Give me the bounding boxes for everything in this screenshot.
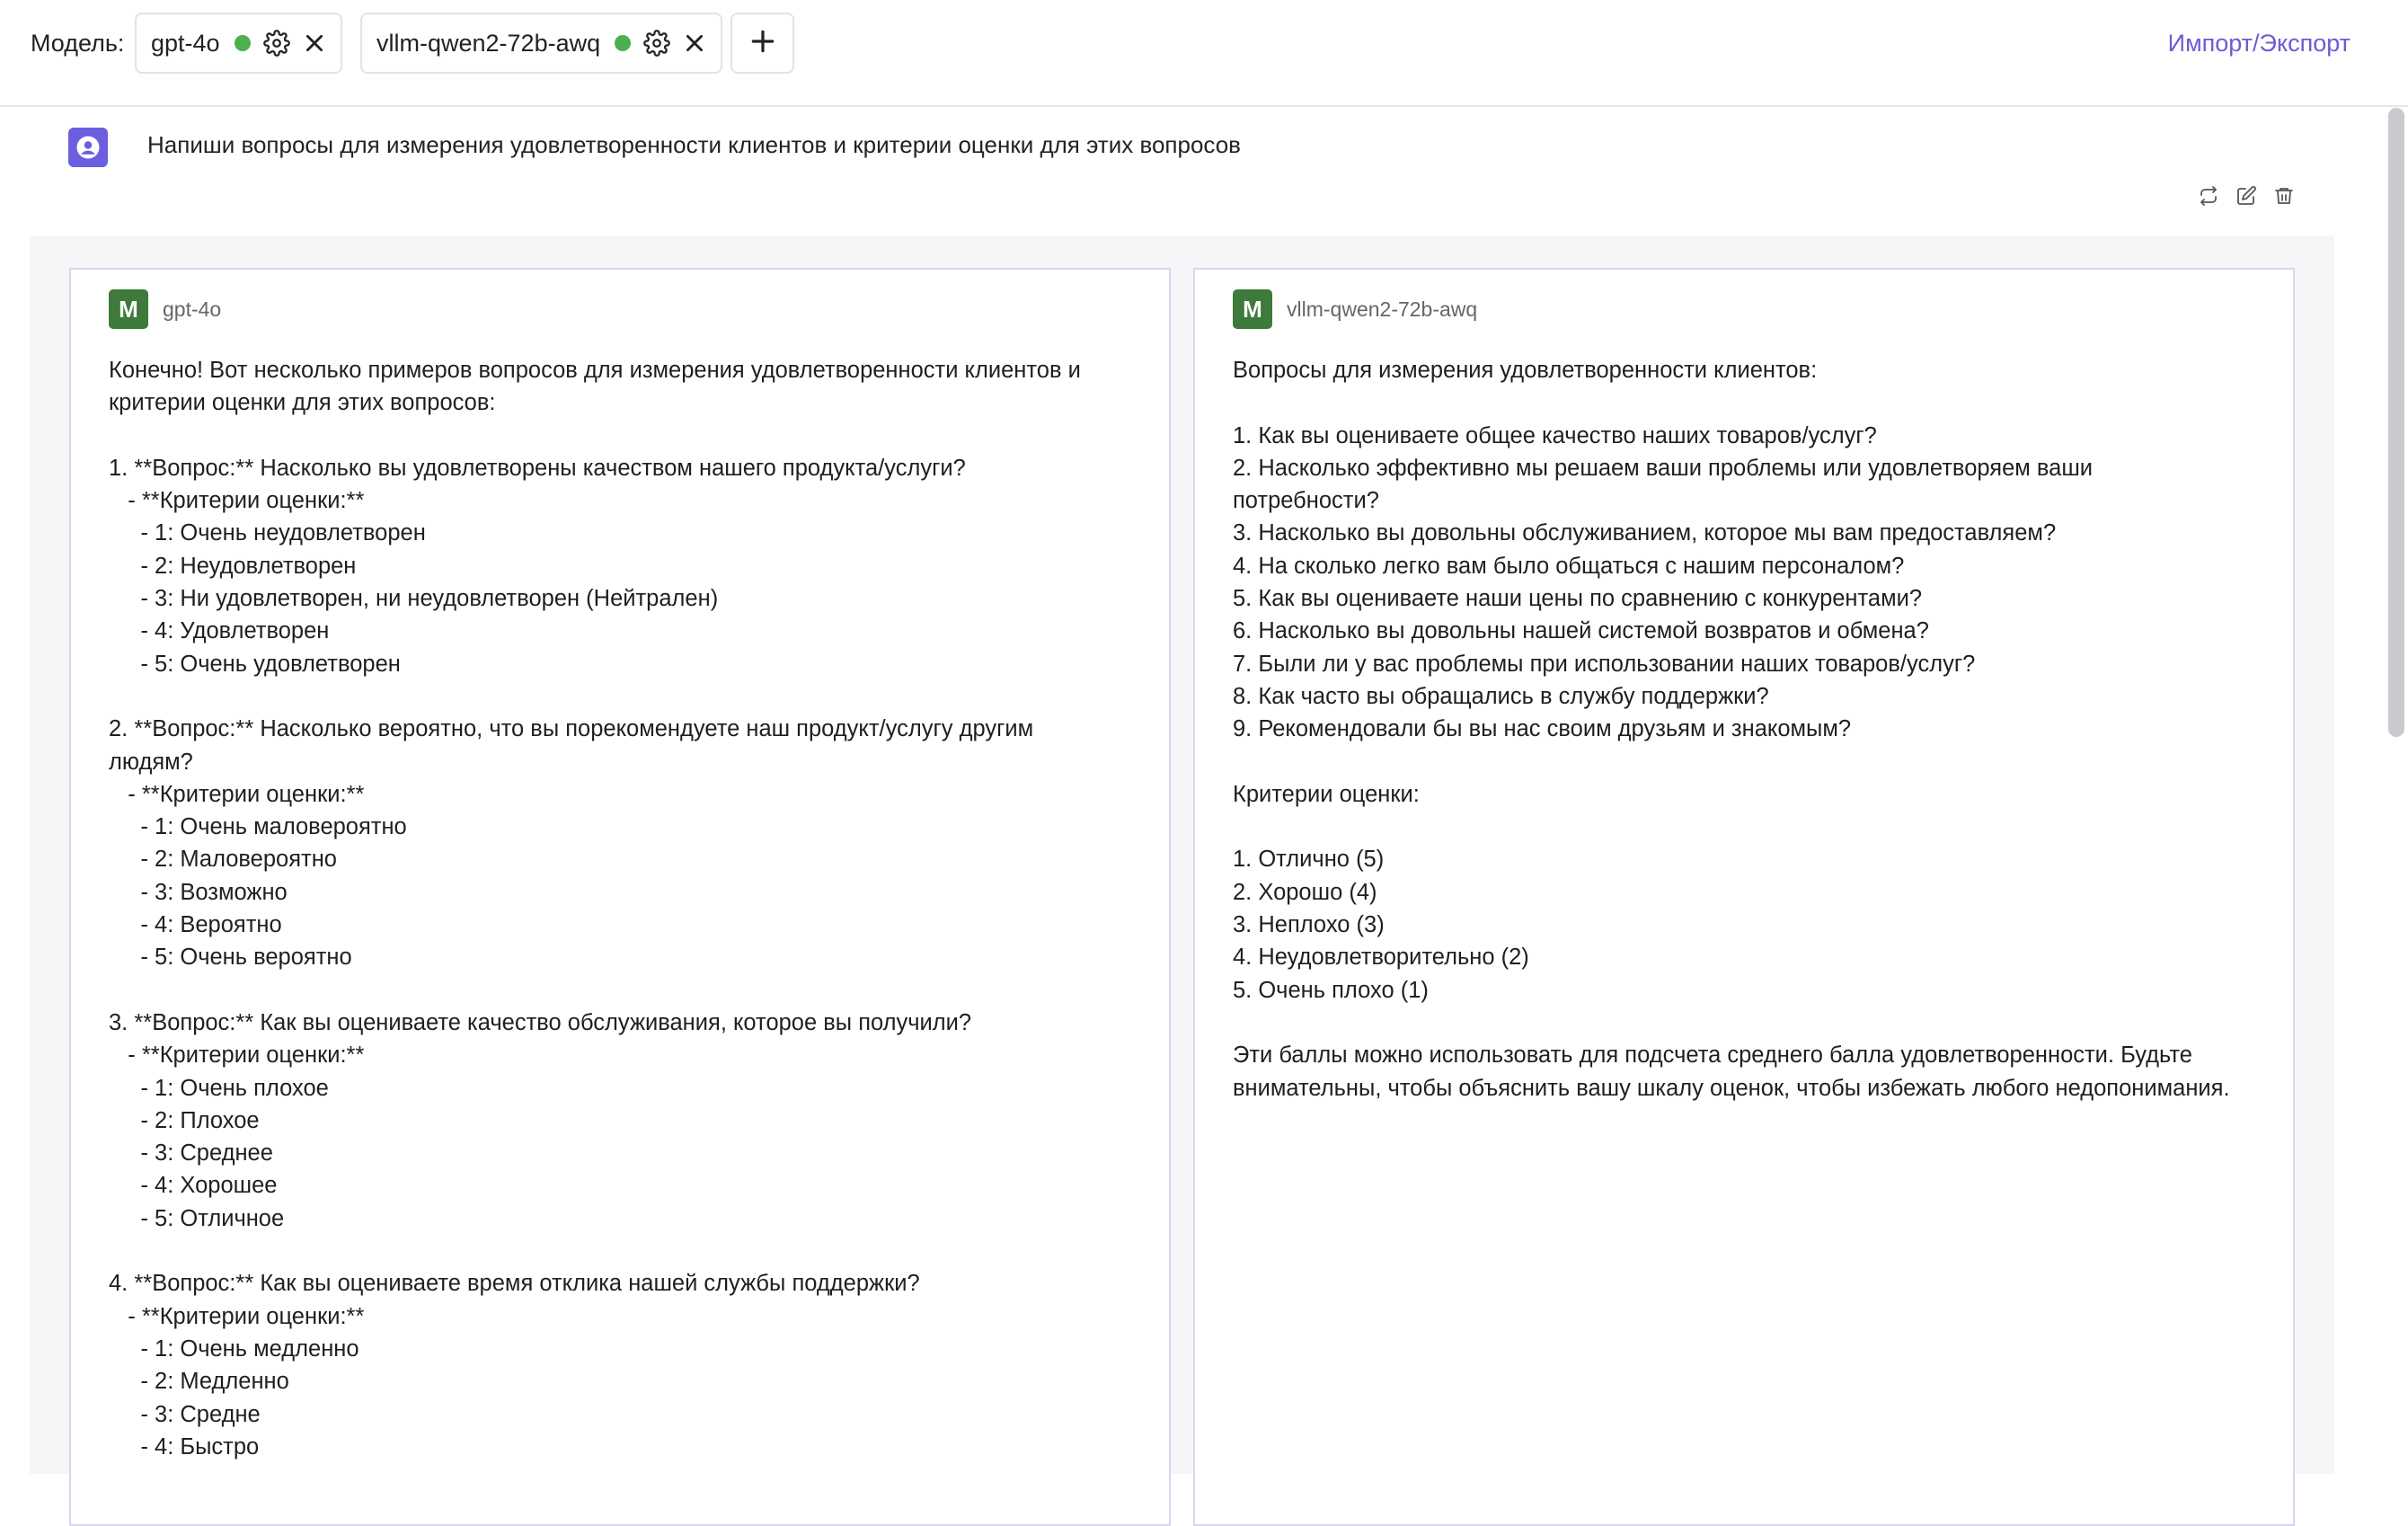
response-model-name: gpt-4o <box>163 297 222 321</box>
close-icon[interactable] <box>303 31 326 55</box>
response-header <box>1233 289 1477 329</box>
message-actions <box>2198 185 2295 207</box>
user-avatar-icon <box>68 128 108 167</box>
response-text: Вопросы для измерения удовлетворенности клиентов: 1. Как вы оцениваете общее качество наших товаров/услуг? 2. Насколько эффективно мы решаем ваши проблемы или удовлетворяем ваши потребности? 3. Насколько вы довольны обслуживанием, которое мы вам предоставляем? 4. На сколько легко вам было общаться с нашим персоналом? 5. Как вы оцениваете наши цены по сравнению с конкурентами? 6. Насколько вы довольны нашей системой возвратов и обмена? 7. Были ли у вас проблемы при использовании наших товаров/услуг? 8. Как часто вы обращались в службу поддержки? 9. Рекомендовали бы вы нас своим друзьям и знакомым? Критерии оценки: 1. Отлично (5) 2. Хорошо (4) 3. Неплохо (3) 4. Неудовлетворительно (2) 5. Очень плохо (1) Эти баллы можно использовать для подсчета среднего балла удовлетворенности. Будьте внимательны, чтобы объяснить вашу шкалу оценок, чтобы избежать любого недопонимания. <box>1233 358 2230 1101</box>
gear-icon[interactable] <box>263 30 290 57</box>
user-message-row <box>0 108 2408 234</box>
response-panel-gpt-4o <box>69 268 1171 1526</box>
responses-area <box>30 235 2334 1474</box>
response-header <box>109 289 221 329</box>
gear-icon[interactable] <box>643 30 670 57</box>
close-icon[interactable] <box>683 31 706 55</box>
add-model-button[interactable] <box>730 13 794 74</box>
model-chip-vllm-qwen2-72b-awq[interactable] <box>360 13 722 74</box>
plus-icon <box>748 27 777 60</box>
delete-icon[interactable] <box>2273 185 2295 207</box>
regenerate-icon[interactable] <box>2198 185 2219 207</box>
user-message-text: Напиши вопросы для измерения удовлетворенности клиентов и критерии оценки для этих вопросов <box>147 131 1241 158</box>
scrollbar[interactable] <box>2388 108 2404 737</box>
response-model-name: vllm-qwen2-72b-awq <box>1287 297 1478 321</box>
top-toolbar <box>0 0 2408 107</box>
response-panel-vllm-qwen2-72b-awq <box>1193 268 2295 1526</box>
edit-icon[interactable] <box>2235 185 2257 207</box>
model-label: Модель: <box>31 30 125 57</box>
model-avatar: M <box>1233 289 1272 329</box>
model-chip-name: vllm-qwen2-72b-awq <box>376 29 601 57</box>
model-avatar: M <box>109 289 148 329</box>
model-chip-name: gpt-4o <box>151 29 220 57</box>
response-text: Конечно! Вот несколько примеров вопросов для измерения удовлетворенности клиентов и критерии оценки для этих вопросов: 1. **Вопрос:** Насколько вы удовлетворены качеством нашего продукта/услуги? - **Критерии оценки:** - 1: Очень неудовлетворен - 2: Неудовлетворен - 3: Ни удовлетворен, ни неудовлетворен (Нейтрален) - 4: Удовлетворен - 5: Очень удовлетворен 2. **Вопрос:** Насколько вероятно, что вы порекомендуете наш продукт/услугу другим людям? - **Критерии оценки:** - 1: Очень маловероятно - 2: Маловероятно - 3: Возможно - 4: Вероятно - 5: Очень вероятно 3. **Вопрос:** Как вы оцениваете качество обслуживания, которое вы получили? - **Критерии оценки:** - 1: Очень плохое - 2: Плохое - 3: Среднее - 4: Хорошее - 5: Отличное 4. **Вопрос:** Как вы оцениваете время отклика нашей службы поддержки? - **Критерии оценки:** - 1: Очень медленно - 2: Медленно - 3: Средне - 4: Быстро <box>109 358 1081 1459</box>
status-dot-icon <box>235 35 251 51</box>
model-chip-gpt-4o[interactable] <box>135 13 342 74</box>
status-dot-icon <box>615 35 631 51</box>
import-export-link[interactable]: Импорт/Экспорт <box>2167 30 2350 57</box>
